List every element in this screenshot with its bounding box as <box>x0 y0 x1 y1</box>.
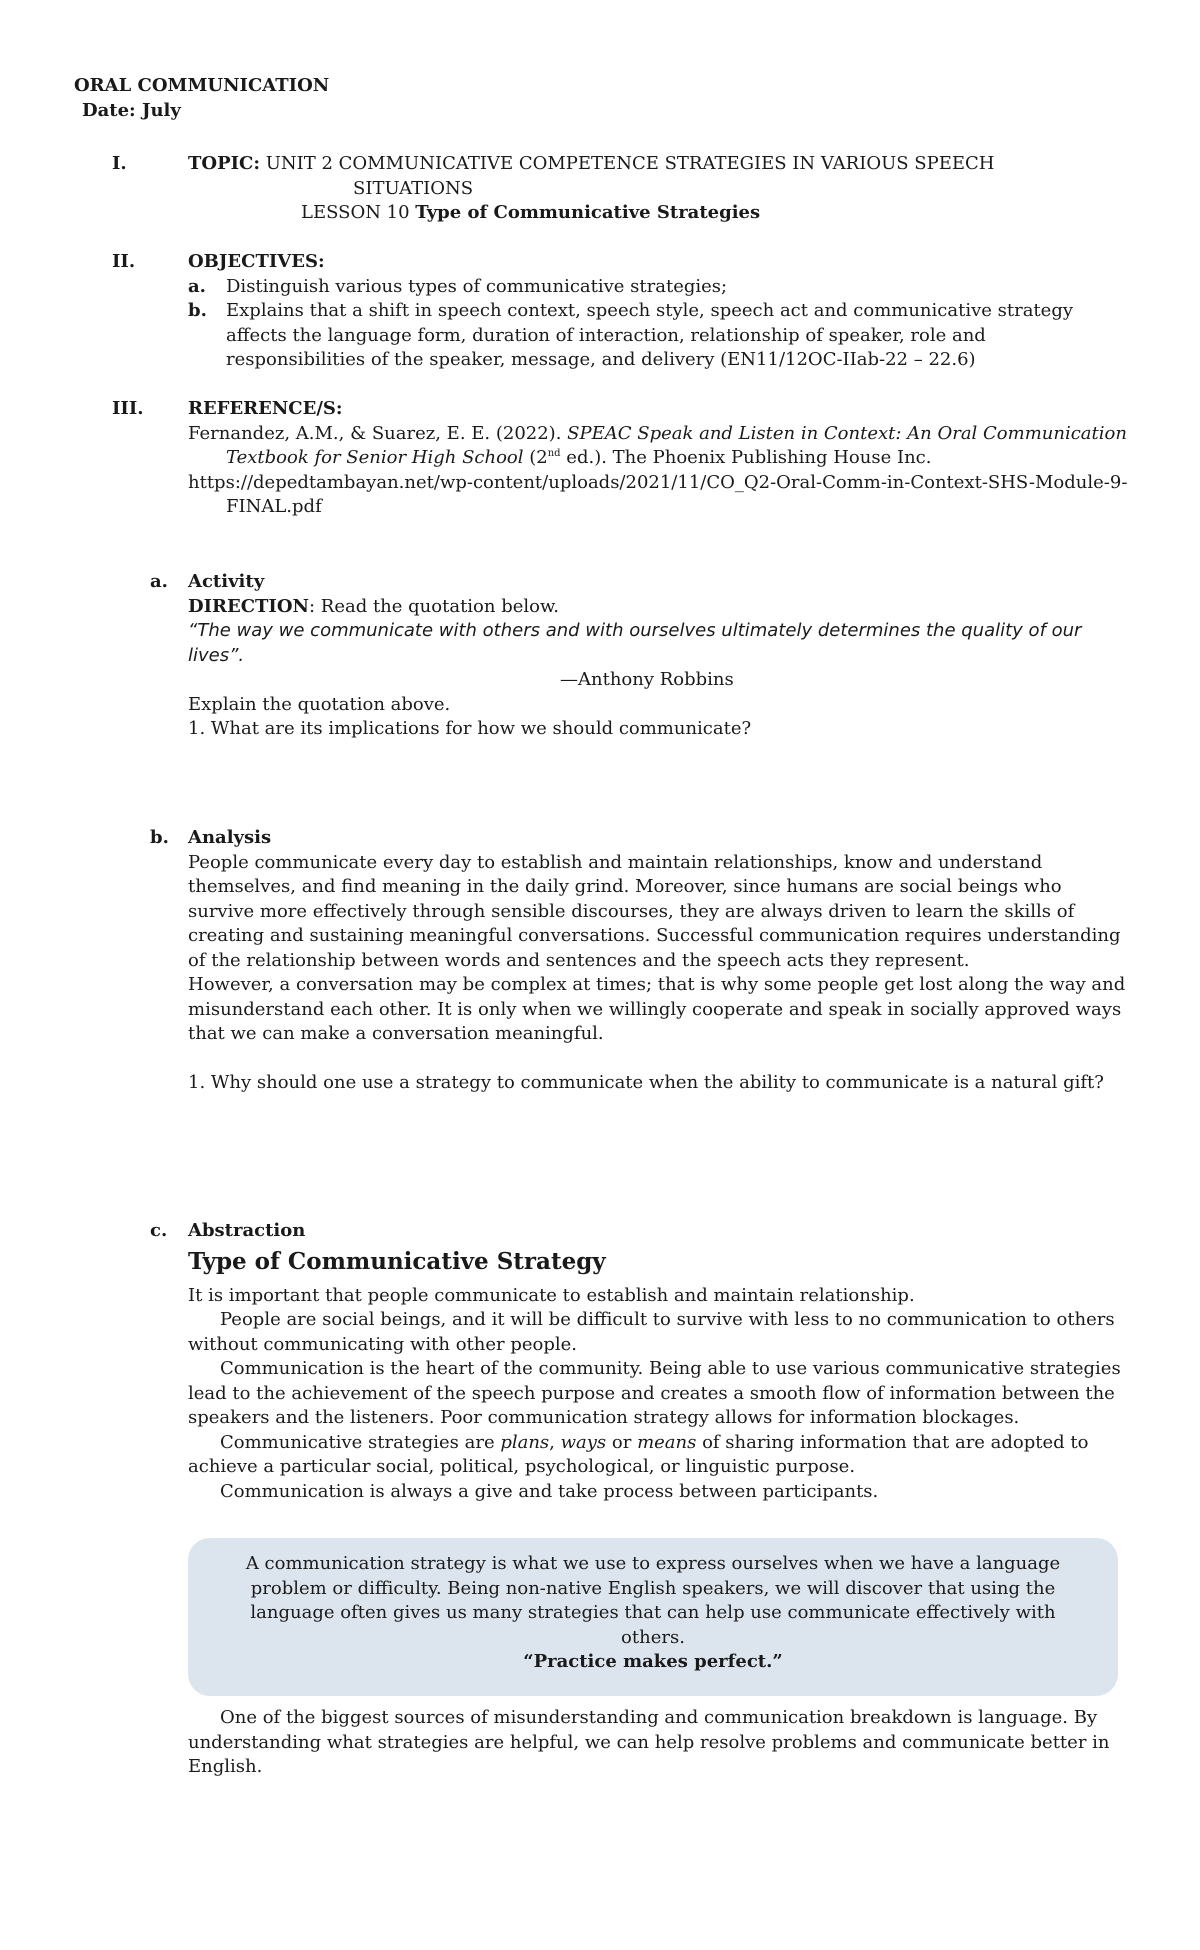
topic-text: UNIT 2 COMMUNICATIVE COMPETENCE STRATEGIES IN VARIOUS SPEECH <box>260 153 995 174</box>
abstraction-heading: Abstraction <box>188 1220 306 1241</box>
activity-direction <box>188 595 1128 620</box>
abstraction-paragraph <box>188 1431 1133 1480</box>
analysis-section <box>188 826 1133 1095</box>
text-run: Communicative strategies are <box>220 1431 501 1453</box>
objective-label: a. <box>188 275 206 297</box>
emphasis-ways: ways <box>560 1431 607 1453</box>
objective-item <box>188 299 1128 373</box>
lesson-date: Date: July <box>82 100 181 121</box>
activity-instruction: Explain the quotation above. <box>188 693 451 715</box>
objective-item <box>188 275 1128 300</box>
analysis-paragraph: People communicate every day to establish and maintain relationships, know and understand themselves, and find meaning in the daily grind. Moreover, since humans are social beings who survive more effectively through sensible discourses, they are always driven to learn the skills of creating and sustaining meaningful conversations. Successful communication requires understanding of the relationship between words and sentences and the speech acts they represent. <box>188 851 1121 971</box>
abstraction-paragraph: People are social beings, and it will be difficult to survive with less to no communication to others without communicating with other people. <box>188 1309 1115 1355</box>
section-number-references: III. <box>112 398 144 419</box>
objective-text: Explains that a shift in speech context, speech style, speech act and communicative strategy affects the language form, duration of interaction, relationship of speaker, role and responsibilities of the speaker, message, and delivery (EN11/12OC-IIab-22 – 22.6) <box>226 300 1074 370</box>
lesson-line <box>188 201 1148 226</box>
topic-line <box>188 152 1148 177</box>
activity-heading: Activity <box>188 571 265 592</box>
reference-edition-sup: nd <box>547 448 561 459</box>
direction-text: : Read the quotation below. <box>308 595 559 617</box>
abstraction-title: Type of Communicative Strategy <box>188 1247 606 1275</box>
objective-text: Distinguish various types of communicative strategies; <box>226 275 728 297</box>
reference-entry-book <box>188 422 1128 471</box>
quote-author: —Anthony Robbins <box>560 669 734 690</box>
references-heading: REFERENCE/S: <box>188 398 343 419</box>
text-run: or <box>606 1431 638 1453</box>
section-number-objectives: II. <box>112 251 136 272</box>
abstraction-paragraph: It is important that people communicate to establish and maintain relationship. <box>188 1284 915 1306</box>
reference-authors: Fernandez, A.M., & Suarez, E. E. (2022). <box>188 422 568 444</box>
callout-text: A communication strategy is what we use to express ourselves when we have a language problem or difficulty. Being non-native English speakers, we will discover that using the language often gives us many strategies that can help use communicate effectively with others. <box>245 1553 1061 1648</box>
abstraction-label: c. <box>150 1220 168 1241</box>
text-run: of sharing information that are adopted to achieve a particular social, political, psychological, or linguistic purpose. <box>188 1431 1089 1477</box>
emphasis-means: means <box>637 1431 697 1453</box>
emphasis-plans: plans <box>500 1431 550 1453</box>
activity-question: 1. What are its implications for how we should communicate? <box>188 718 752 739</box>
analysis-heading: Analysis <box>188 827 272 848</box>
activity-section <box>188 570 1128 742</box>
activity-quote: “The way we communicate with others and with ourselves ultimately determines the quality of our lives”. <box>188 620 1082 666</box>
direction-label: DIRECTION <box>188 595 309 617</box>
topic-line-2: SITUATIONS <box>353 177 474 199</box>
objectives-section <box>188 250 1128 373</box>
section-number-topic: I. <box>112 153 127 174</box>
reference-entry-url: https://depedtambayan.net/wp-content/uploads/2021/11/CO_Q2-Oral-Comm-in-Context-SHS-Module-9-FINAL.pdf <box>188 471 1128 517</box>
activity-label: a. <box>150 571 168 592</box>
analysis-label: b. <box>150 827 169 848</box>
lesson-number: LESSON 10 <box>301 202 416 223</box>
references-section <box>188 397 1128 520</box>
callout-box <box>188 1538 1118 1696</box>
analysis-paragraph: However, a conversation may be complex at times; that is why some people get lost along the way and misunderstand each other. It is only when we willingly cooperate and speak in socially approved ways that we can make a conversation meaningful. <box>188 974 1126 1044</box>
abstraction-paragraph: Communication is always a give and take process between participants. <box>220 1480 879 1502</box>
reference-title: SPEAC Speak and Listen in Context: An Oral Communication Textbook for Senior High School <box>226 422 1127 468</box>
analysis-question: 1. Why should one use a strategy to communicate when the ability to communicate is a natural gift? <box>188 1071 1104 1093</box>
abstraction-section <box>188 1219 1133 1504</box>
objective-label: b. <box>188 300 207 321</box>
closing-paragraph: One of the biggest sources of misunderstanding and communication breakdown is language. By understanding what strategies are helpful, we can help resolve problems and communicate better in English. <box>188 1707 1110 1777</box>
reference-edition: (2 <box>523 447 548 468</box>
abstraction-paragraph: Communication is the heart of the community. Being able to use various communicative strategies lead to the achievement of the speech purpose and creates a smooth flow of information between the speakers and the listeners. Poor communication strategy allows for information blockages. <box>188 1358 1121 1428</box>
topic-label: TOPIC: <box>188 153 260 174</box>
callout-emphasis: “Practice makes perfect.” <box>523 1651 783 1672</box>
course-title: ORAL COMMUNICATION <box>74 75 330 96</box>
topic-section <box>188 152 1148 226</box>
objectives-heading: OBJECTIVES: <box>188 251 325 272</box>
lesson-title: Type of Communicative Strategies <box>415 202 761 223</box>
reference-publisher: ed.). The Phoenix Publishing House Inc. <box>560 447 932 468</box>
text-run: , <box>549 1431 561 1453</box>
closing-section <box>188 1706 1133 1780</box>
